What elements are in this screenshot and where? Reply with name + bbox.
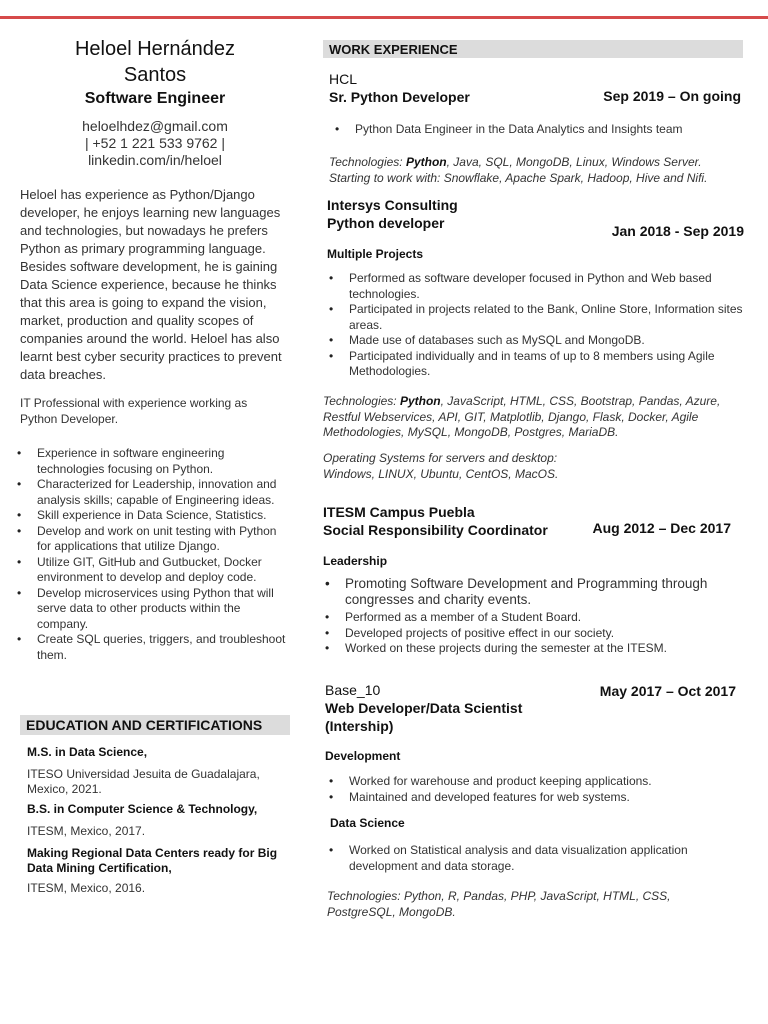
job-dates: Sep 2019 – On going — [603, 88, 741, 104]
tech-stack: Technologies: Python, R, Pandas, PHP, JavaScript, HTML, CSS, PostgreSQL, MongoDB. — [327, 889, 671, 919]
candidate-name — [20, 36, 290, 88]
contact-block — [20, 118, 290, 169]
education-list — [27, 745, 289, 896]
job-bullets-lead — [323, 576, 733, 608]
list-item: • Developed projects of positive effect in our society. — [323, 626, 733, 642]
list-item: • Performed as a member of a Student Board. — [323, 610, 733, 626]
project-subheading: Leadership — [323, 554, 388, 568]
certification-school: ITESM, Mexico, 2016. — [27, 881, 146, 895]
list-item: • Create SQL queries, triggers, and troubleshoot them. — [15, 632, 293, 663]
list-item: • Worked on these projects during the semester at the ITESM. — [323, 641, 733, 657]
project-subheading: Data Science — [330, 816, 405, 830]
list-item: • Python Data Engineer in the Data Analytics and Insights team — [333, 122, 743, 138]
list-item: • Skill experience in Data Science, Statistics. — [15, 508, 293, 524]
list-item: • Worked for warehouse and product keeping applications. — [327, 774, 737, 790]
job-bullets — [327, 774, 737, 805]
job-bullets — [327, 843, 717, 874]
tech-list: , JavaScript, HTML, CSS, Bootstrap, Pandas, Azure, Restful Webservices, API, GIT, Matplotlib, Django, Flask, Docker, Agile Methodologies, MySQL, MongoDB, Postgres, MariaDB. — [323, 394, 721, 439]
job-dates: Aug 2012 – Dec 2017 — [592, 520, 731, 536]
degree-title: B.S. in Computer Science & Technology, — [27, 802, 258, 816]
job-title: Software Engineer — [84, 90, 226, 107]
list-item: • Participated individually and in teams of up to 8 members using Agile Methodologies. — [327, 349, 743, 380]
company-name: Intersys Consulting — [327, 197, 458, 213]
profile-summary: Heloel has experience as Python/Django developer, he enjoys learning new languages and technologies, but nowadays he prefers Python as primary programming language. Besides software development, he is gaining Data Science experience, because he thinks that this area is going to expand the vision, market, production and quality scopes of companies around the world. Heloel has also learnt best cyber security practices to prevent data breaches. — [20, 187, 282, 382]
job-dates: May 2017 – Oct 2017 — [599, 683, 736, 699]
job-role: Python developer — [327, 215, 445, 231]
degree-school: ITESO Universidad Jesuita de Guadalajara, Mexico, 2021. — [27, 767, 260, 796]
tech-list: , Java, SQL, MongoDB, Linux, Windows Server. — [446, 155, 702, 169]
company-name: HCL — [329, 71, 358, 87]
list-item: • Characterized for Leadership, innovation and analysis skills; capable of Engineering ideas. — [15, 477, 293, 508]
tech-highlight: Python — [399, 394, 441, 408]
company-name: ITESM Campus Puebla — [323, 504, 475, 520]
job-dates: Jan 2018 - Sep 2019 — [611, 223, 744, 239]
top-accent-line — [0, 16, 768, 19]
list-item: • Maintained and developed features for web systems. — [327, 790, 737, 806]
list-item: • Utilize GIT, GitHub and Gutbucket, Docker environment to develop and deploy code. — [15, 555, 293, 586]
list-item: • Promoting Software Development and Programming through congresses and charity events. — [323, 576, 733, 608]
job-bullets — [333, 122, 743, 138]
degree-title: M.S. in Data Science, — [27, 745, 148, 759]
name-line-1: Heloel Hernández — [74, 38, 236, 60]
job-role-note: (Intership) — [325, 718, 394, 734]
intro-statement: IT Professional with experience working as Python Developer. — [20, 396, 248, 426]
work-experience-heading: WORK EXPERIENCE — [323, 40, 743, 58]
tech-upcoming: Starting to work with: Snowflake, Apache Spark, Hadoop, Hive and Nifi. — [329, 170, 708, 185]
job-role: Web Developer/Data Scientist — [325, 700, 523, 716]
tech-label: Technologies: — [323, 394, 397, 408]
list-item: • Made use of databases such as MySQL and MongoDB. — [327, 333, 743, 349]
name-line-2: Santos — [123, 64, 187, 86]
tech-label: Technologies: — [329, 155, 403, 169]
linkedin-link[interactable]: linkedin.com/in/heloel — [88, 152, 222, 168]
list-item: • Experience in software engineering technologies focusing on Python. — [15, 446, 293, 477]
list-item: • Participated in projects related to the Bank, Online Store, Information sites areas. — [327, 302, 743, 333]
phone-number: | +52 1 221 533 9762 | — [84, 135, 225, 151]
education-heading: EDUCATION AND CERTIFICATIONS — [20, 715, 290, 735]
tech-stack — [329, 155, 743, 186]
tech-highlight: Python — [405, 155, 447, 169]
list-item: • Worked on Statistical analysis and data visualization application development and data storage. — [327, 843, 717, 874]
project-subheading: Development — [325, 749, 401, 763]
job-bullets — [327, 271, 743, 380]
degree-school: ITESM, Mexico, 2017. — [27, 824, 146, 838]
job-bullets — [323, 610, 733, 657]
skills-list — [15, 446, 293, 663]
list-item: • Develop and work on unit testing with Python for applications that utilize Django. — [15, 524, 293, 555]
operating-systems: Operating Systems for servers and desktop: Windows, LINUX, Ubuntu, CentOS, MacOS. — [323, 451, 559, 481]
company-name: Base_10 — [325, 682, 381, 698]
project-subheading: Multiple Projects — [327, 247, 424, 261]
email-link[interactable]: heloelhdez@gmail.com — [82, 118, 228, 134]
job-role: Social Responsibility Coordinator — [323, 522, 548, 538]
tech-stack — [323, 394, 733, 441]
list-item: • Develop microservices using Python that will serve data to other products within the company. — [15, 586, 293, 633]
job-role: Sr. Python Developer — [329, 89, 470, 105]
certification-title: Making Regional Data Centers ready for Big Data Mining Certification, — [27, 846, 278, 875]
list-item: • Performed as software developer focused in Python and Web based technologies. — [327, 271, 743, 302]
